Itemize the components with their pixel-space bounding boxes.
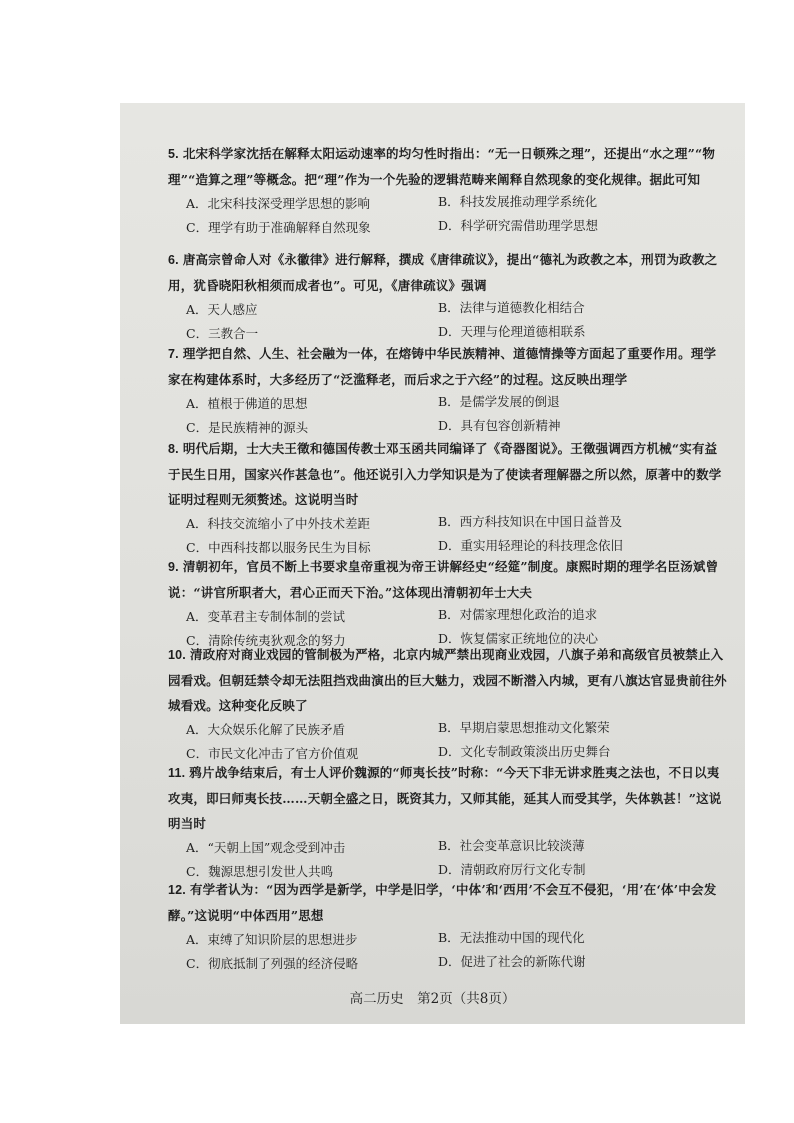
options (168, 192, 728, 242)
question-11 (168, 760, 728, 886)
page-footer: 高二历史 第2页（共8页） (349, 991, 516, 1007)
question-6 (168, 247, 728, 348)
question-stem (168, 436, 728, 512)
question-stem (168, 760, 728, 836)
question-number: 5. (168, 147, 179, 161)
option-c: C．理学有助于准确解释自然现象 (186, 220, 371, 235)
option-d: D．促进了社会的新陈代谢 (438, 954, 586, 969)
option-b: B．西方科技知识在中国日益普及 (438, 514, 623, 529)
question-text: 唐高宗曾命人对《永徽律》进行解释，撰成《唐律疏议》，提出“德礼为政教之本，刑罚为政教之用，犹昏晓阳秋相须而成者也”。可见，《唐律疏议》强调 (168, 252, 718, 293)
question-number: 9. (168, 560, 179, 574)
option-a: A．科技交流缩小了中外技术差距 (186, 516, 371, 531)
option-a: A．“天朝上国”观念受到冲击 (186, 840, 346, 855)
question-text: 明代后期，士大夫王徵和德国传教士邓玉函共同编译了《奇器图说》。王徵强调西方机械“实有益于民生日用，国家兴作甚急也”。他还说引入力学知识是为了使读者理解器之所以然，原著中的数学证明过程则无须赘述。这说明当时 (168, 441, 722, 507)
question-number: 7. (168, 347, 179, 361)
option-b: B．社会变革意识比较淡薄 (438, 838, 585, 853)
option-c: C．中西科技都以服务民生为目标 (186, 540, 371, 555)
option-a: A．天人感应 (186, 302, 258, 317)
option-d: D．恢复儒家正统地位的决心 (438, 631, 599, 646)
question-text: 清政府对商业戏园的管制极为严格，北京内城严禁出现商业戏园，八旗子弟和高级官员被禁止入园看戏。但朝廷禁令却无法阻挡戏曲演出的巨大魅力，戏园不断潜入内城，更有八旗达官显贵前往外城看戏。这种变化反映了 (168, 647, 727, 713)
option-b: B．科技发展推动理学系统化 (438, 194, 598, 209)
question-stem (168, 141, 728, 192)
question-stem (168, 554, 728, 605)
question-7 (168, 341, 728, 442)
question-stem (168, 877, 728, 928)
option-c: C．是民族精神的源头 (186, 420, 309, 435)
option-b: B．法律与道德教化相结合 (438, 300, 585, 315)
option-d: D．重实用轻理论的科技理念依旧 (438, 538, 624, 553)
question-8 (168, 436, 728, 562)
question-number: 12. (168, 883, 186, 897)
question-text: 北宋科学家沈括在解释太阳运动速率的均匀性时指出：“无一日顿殊之理”，还提出“水之理”“物理”“造算之理”等概念。把“理”作为一个先验的逻辑范畴来阐释自然现象的变化规律。据此可知 (168, 146, 716, 187)
option-c: C．三教合一 (186, 326, 259, 341)
question-stem (168, 341, 728, 392)
question-text: 有学者认为：“因为西学是新学，中学是旧学，‘中体’和‘西用’不会互不侵犯，‘用’在‘体’中会发酵。”这说明“中体西用”思想 (168, 882, 717, 923)
option-a: A．北宋科技深受理学思想的影响 (186, 196, 371, 211)
question-number: 8. (168, 442, 179, 456)
question-number: 11. (168, 766, 186, 780)
option-b: B．对儒家理想化政治的追求 (438, 607, 598, 622)
option-c: C．清除传统夷狄观念的努力 (186, 633, 346, 648)
option-a: A．束缚了知识阶层的思想进步 (186, 932, 358, 947)
question-12 (168, 877, 728, 978)
option-d: D．天理与伦理道德相联系 (438, 324, 586, 339)
option-d: D．具有包容创新精神 (438, 418, 561, 433)
option-a: A．大众娱乐化解了民族矛盾 (186, 722, 346, 737)
option-a: A．变革君主专制体制的尝试 (186, 609, 346, 624)
option-d: D．文化专制政策淡出历史舞台 (438, 744, 611, 759)
exam-page (120, 103, 745, 1024)
question-text: 鸦片战争结束后，有士人评价魏源的“师夷长技”时称：“今天下非无讲求胜夷之法也，不日以夷攻夷，即曰师夷长技……天朝全盛之日，既资其力，又师其能，延其人而受其学，失体孰甚！”这说明当时 (168, 765, 722, 831)
question-number: 6. (168, 253, 179, 267)
options (168, 392, 728, 442)
option-c: C．彻底抵制了列强的经济侵略 (186, 956, 359, 971)
question-5 (168, 141, 728, 242)
option-b: B．是儒学发展的倒退 (438, 394, 560, 409)
question-9 (168, 554, 728, 655)
option-c: C．市民文化冲击了官方价值观 (186, 746, 359, 761)
option-d: D．清朝政府厉行文化专制 (438, 862, 586, 877)
document-photo (120, 103, 745, 1024)
question-text: 理学把自然、人生、社会融为一体，在熔铸中华民族精神、道德情操等方面起了重要作用。理学家在构建体系时，大多经历了“泛滥释老，而后求之于六经”的过程。这反映出理学 (168, 346, 717, 387)
question-number: 10. (168, 648, 186, 662)
options (168, 928, 728, 978)
question-text: 清朝初年，官员不断上书要求皇帝重视为帝王讲解经史“经筵”制度。康熙时期的理学名臣汤斌曾说：“讲官所职者大，君心正而天下治。”这体现出清朝初年士大夫 (168, 559, 719, 600)
option-b: B．无法推动中国的现代化 (438, 930, 585, 945)
option-b: B．早期启蒙思想推动文化繁荣 (438, 720, 610, 735)
question-stem (168, 247, 728, 298)
question-10 (168, 642, 728, 768)
option-a: A．植根于佛道的思想 (186, 396, 308, 411)
question-stem (168, 642, 728, 718)
option-d: D．科学研究需借助理学思想 (438, 218, 599, 233)
option-c: C．魏源思想引发世人共鸣 (186, 864, 334, 879)
